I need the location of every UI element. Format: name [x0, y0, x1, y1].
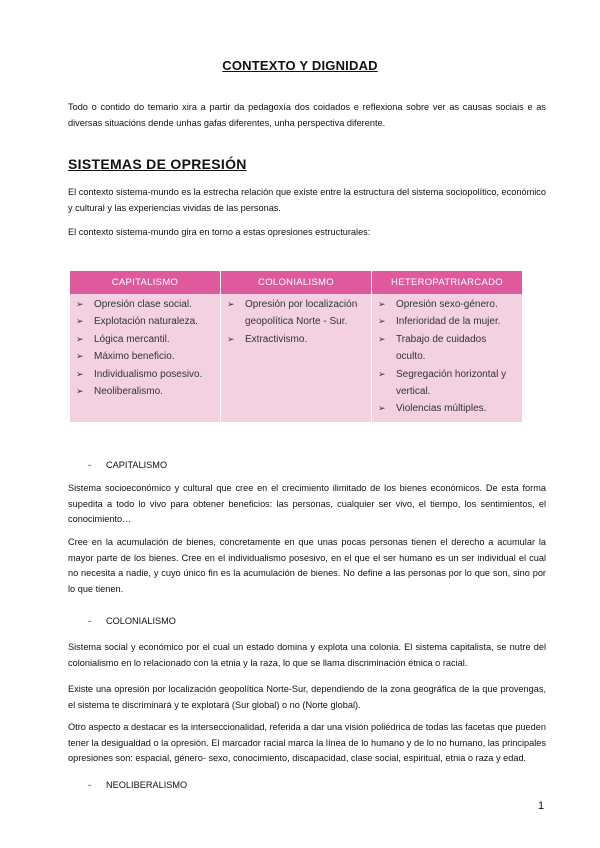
list-item: ➢ Máximo beneficio. [76, 348, 216, 365]
arrow-bullet-icon: ➢ [76, 316, 84, 327]
intro-paragraph: Todo o contido do temario xira a partir da pedagoxía dos coidados e reflexiona sobre ver as causas sociais e as diversas situacións dende unhas gafas diferentes, unha perspectiva diferente. [68, 102, 546, 128]
section-heading: SISTEMAS DE OPRESIÓN [68, 156, 247, 172]
list-item: ➢ Opresión sexo-género. [378, 296, 518, 313]
arrow-bullet-icon: ➢ [378, 403, 386, 414]
list-item: ➢ Opresión clase social. [76, 296, 216, 313]
list-item: ➢ Explotación naturaleza. [76, 313, 216, 330]
colonialismo-paragraph-3: Otro aspecto a destacar es la interseccionalidad, referida a dar una visión poliédrica de todas las facetas que pueden tener la desigualdad o la opresión. El marcador racial marca la línea de lo humano y de lo no humano, las principales opresiones son: espacial, género- sexo, conocimiento, discapacidad, clase social, espiritual, etnia o raza y edad. [68, 722, 546, 764]
list-item: ➢ Extractivismo. [227, 331, 367, 348]
list-item: ➢ Violencias múltiples. [378, 400, 518, 417]
arrow-bullet-icon: ➢ [378, 368, 386, 379]
colonialismo-paragraph-1: Sistema social y económico por el cual un estado domina y explota una colonia. El sistema capitalista, se nutre del colonialismo en lo relacionado con la etnia y la raza, lo que se llama discriminación étnica o racial. [68, 642, 546, 668]
document-title: CONTEXTO Y DIGNIDAD [222, 58, 378, 73]
arrow-bullet-icon: ➢ [76, 386, 84, 397]
list-item: ➢ Individualismo posesivo. [76, 366, 216, 383]
column-header: COLONIALISMO [221, 271, 371, 294]
arrow-bullet-icon: ➢ [227, 299, 235, 309]
context-paragraph-2: El contexto sistema-mundo gira en torno a estas opresiones estructurales: [68, 227, 371, 237]
table-column-colonialismo [220, 271, 371, 422]
table-column-heteropatriarcado [371, 271, 522, 422]
list-item: ➢ Opresión por localización geopolítica Norte - Sur. [227, 296, 367, 331]
column-list [372, 294, 522, 418]
dash-bullet-icon: - [88, 616, 92, 626]
dash-bullet-icon: - [88, 780, 92, 790]
arrow-bullet-icon: ➢ [378, 316, 386, 327]
column-header: CAPITALISMO [70, 271, 220, 294]
capitalismo-paragraph-1: Sistema socioeconómico y cultural que cree en el crecimiento ilimitado de los bienes económicos. De esta forma supedita a todo lo vivo para obtener beneficios: las personas, cualquier ser vivo, el tiempo, los sentimientos, el conocimiento… [68, 483, 546, 525]
context-paragraph-1: El contexto sistema-mundo es la estrecha relación que existe entre la estructura del sistema sociopolítico, económico y cultural y las experiencias vividas de las personas. [68, 187, 546, 213]
list-item: ➢ Inferioridad de la mujer. [378, 313, 518, 330]
bullet-neoliberalismo [88, 778, 187, 792]
capitalismo-paragraph-2: Cree en la acumulación de bienes, concretamente en que unas pocas personas tienen el derecho a acumular la mayor parte de los bienes. Cree en el individualismo posesivo, en el que el ser humano es un ser individual el cual no necesita a nadie, y cuyo único fin es la acumulación de bienes. No define a las personas por lo que son, sino por lo que tienen. [68, 537, 546, 594]
arrow-bullet-icon: ➢ [76, 368, 84, 379]
list-item: ➢ Neoliberalismo. [76, 383, 216, 400]
list-item: ➢ Segregación horizontal y vertical. [378, 366, 518, 401]
arrow-bullet-icon: ➢ [227, 333, 235, 344]
bullet-label: NEOLIBERALISMO [106, 780, 188, 790]
colonialismo-paragraph-2: Existe una opresión por localización geopolítica Norte-Sur, dependiendo de la zona geográfica de la que provengas, el sistema te discriminará y te explotará (Sur global) o no (Norte global). [68, 684, 546, 710]
list-item: ➢ Lógica mercantil. [76, 331, 216, 348]
bullet-label: COLONIALISMO [106, 616, 176, 626]
dash-bullet-icon: - [88, 460, 92, 470]
arrow-bullet-icon: ➢ [378, 333, 386, 344]
oppression-table [70, 271, 522, 422]
table-column-capitalismo [70, 271, 220, 422]
column-list [221, 294, 371, 348]
bullet-colonialismo [88, 614, 176, 628]
arrow-bullet-icon: ➢ [378, 299, 386, 309]
list-item: ➢ Trabajo de cuidados oculto. [378, 331, 518, 366]
column-list [70, 294, 220, 400]
page-number: 1 [538, 800, 545, 812]
arrow-bullet-icon: ➢ [76, 333, 84, 344]
bullet-label: CAPITALISMO [106, 460, 168, 470]
arrow-bullet-icon: ➢ [76, 351, 84, 362]
column-header: HETEROPATRIARCADO [372, 271, 522, 294]
bullet-capitalismo [88, 458, 167, 472]
arrow-bullet-icon: ➢ [76, 299, 84, 309]
